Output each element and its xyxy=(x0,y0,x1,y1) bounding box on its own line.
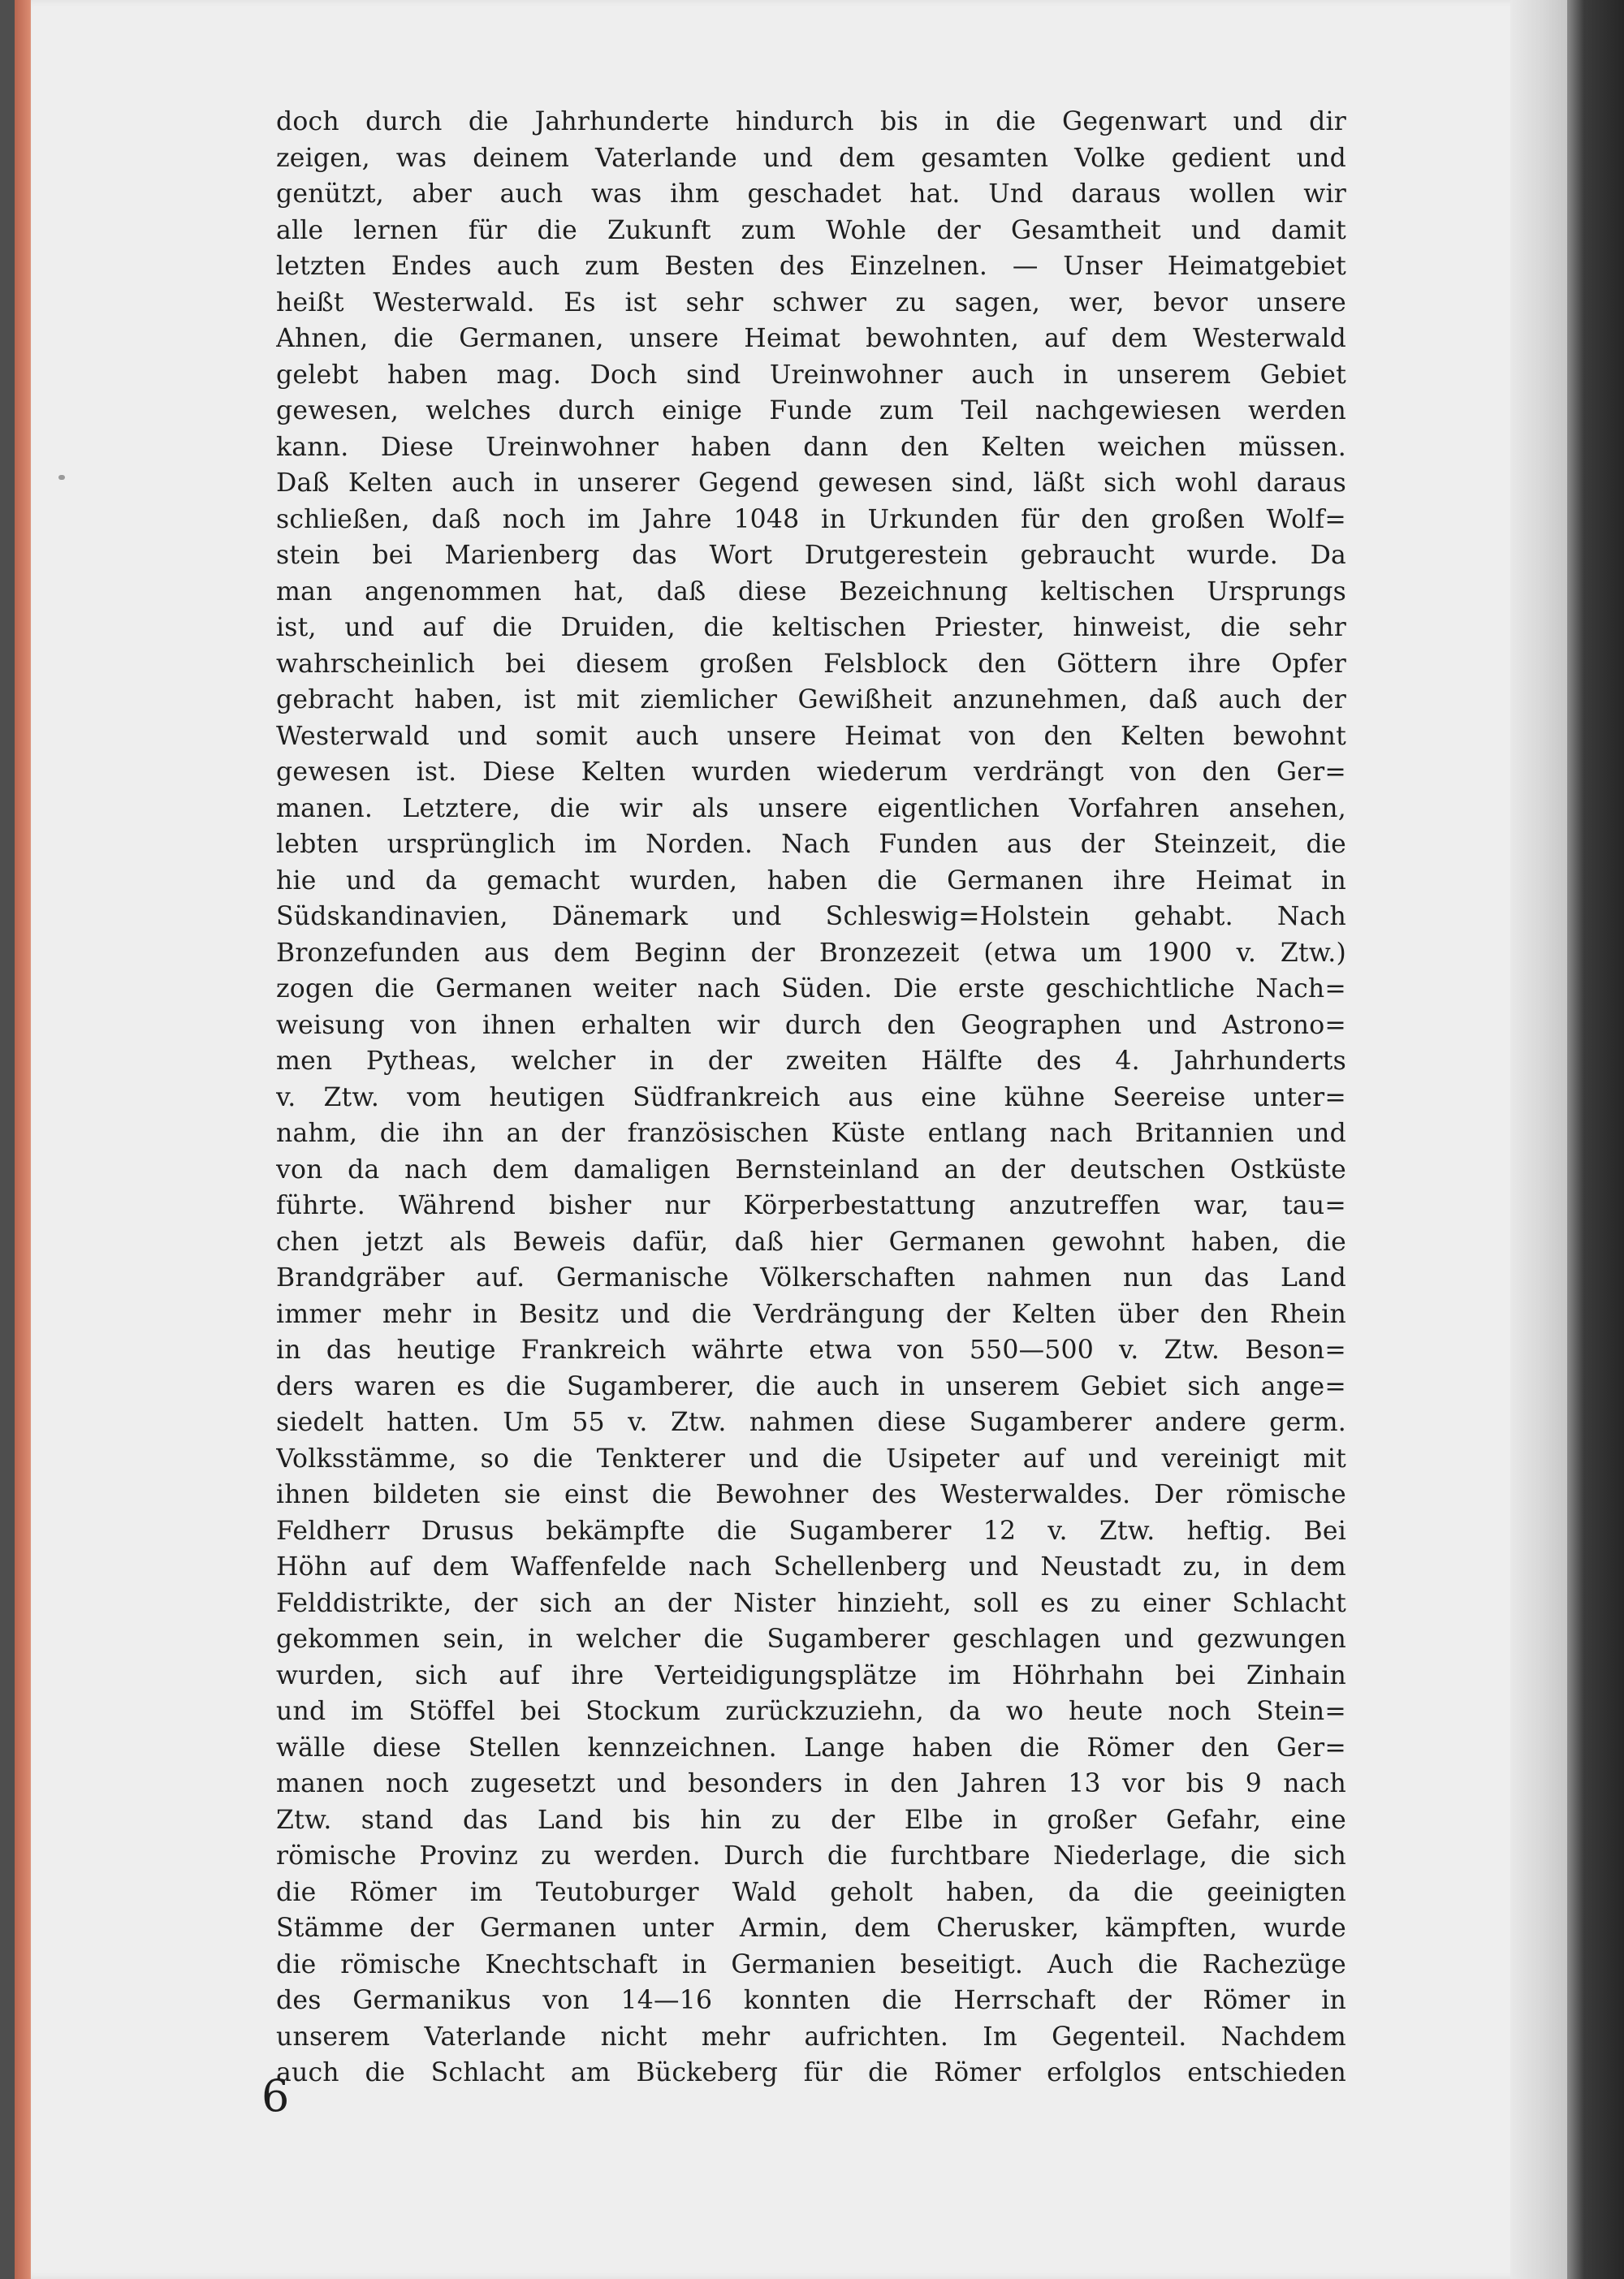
text-line: die Römer im Teutoburger Wald geholt haben, da die geeinigten xyxy=(276,1877,1346,1907)
text-line: v. Ztw. vom heutigen Südfrankreich aus eine kühne Seereise unter= xyxy=(276,1082,1346,1112)
text-line: römische Provinz zu werden. Durch die furchtbare Niederlage, die sich xyxy=(276,1841,1346,1871)
text-line: manen. Letztere, die wir als unsere eigentlichen Vorfahren ansehen, xyxy=(276,793,1346,823)
text-line: wahrscheinlich bei diesem großen Felsblock den Göttern ihre Opfer xyxy=(276,649,1346,679)
text-line: genützt, aber auch was ihm geschadet hat. Und daraus wollen wir xyxy=(276,179,1346,209)
text-line: lebten ursprünglich im Norden. Nach Funden aus der Steinzeit, die xyxy=(276,830,1346,859)
text-line: Felddistrikte, der sich an der Nister hinzieht, soll es zu einer Schlacht xyxy=(276,1588,1346,1618)
text-line: ihnen bildeten sie einst die Bewohner des Westerwaldes. Der römische xyxy=(276,1480,1346,1509)
text-line: die römische Knechtschaft in Germanien beseitigt. Auch die Rachezüge xyxy=(276,1949,1346,1979)
scan-background-right xyxy=(1567,0,1624,2279)
text-line: hie und da gemacht wurden, haben die Germanen ihre Heimat in xyxy=(276,865,1346,896)
text-line: gebracht haben, ist mit ziemlicher Gewißheit anzunehmen, daß auch der xyxy=(276,685,1346,714)
text-line: kann. Diese Ureinwohner haben dann den Kelten weichen müssen. xyxy=(276,432,1346,462)
text-line: Daß Kelten auch in unserer Gegend gewesen sind, läßt sich wohl daraus xyxy=(276,468,1346,498)
text-line: führte. Während bisher nur Körperbestattung anzutreffen war, tau= xyxy=(276,1191,1346,1220)
text-line: nahm, die ihn an der französischen Küste entlang nach Britannien und xyxy=(276,1119,1346,1148)
scan-speck xyxy=(58,475,65,480)
text-line: immer mehr in Besitz und die Verdrängung der Kelten über den Rhein xyxy=(276,1299,1346,1329)
text-line: gewesen ist. Diese Kelten wurden wiederum verdrängt von den Ger= xyxy=(276,758,1346,787)
text-line: Brandgräber auf. Germanische Völkerschaften nahmen nun das Land xyxy=(276,1263,1346,1293)
text-line: in das heutige Frankreich währte etwa von 550—500 v. Ztw. Beson= xyxy=(276,1336,1346,1365)
text-line: Westerwald und somit auch unsere Heimat von den Kelten bewohnt xyxy=(276,721,1346,751)
page-number: 6 xyxy=(261,2070,290,2121)
text-line: Höhn auf dem Waffenfelde nach Schellenberg und Neustadt zu, in dem xyxy=(276,1552,1346,1582)
text-line: zogen die Germanen weiter nach Süden. Die erste geschichtliche Nach= xyxy=(276,974,1346,1004)
text-line: von da nach dem damaligen Bernsteinland an der deutschen Ostküste xyxy=(276,1155,1346,1185)
text-line: weisung von ihnen erhalten wir durch den Geographen und Astrono= xyxy=(276,1010,1346,1040)
text-line: gewesen, welches durch einige Funde zum Teil nachgewiesen werden xyxy=(276,396,1346,425)
text-line: des Germanikus von 14—16 konnten die Herrschaft der Römer in xyxy=(276,1986,1346,2015)
text-line: letzten Endes auch zum Besten des Einzelnen. — Unser Heimatgebiet xyxy=(276,252,1346,281)
text-line: Volksstämme, so die Tenkterer und die Usipeter auf und vereinigt mit xyxy=(276,1444,1346,1474)
text-line: alle lernen für die Zukunft zum Wohle der Gesamtheit und damit xyxy=(276,215,1346,245)
text-line: chen jetzt als Beweis dafür, daß hier Germanen gewohnt haben, die xyxy=(276,1227,1346,1257)
text-line: schließen, daß noch im Jahre 1048 in Urkunden für den großen Wolf= xyxy=(276,504,1346,534)
text-line: Ztw. stand das Land bis hin zu der Elbe in großer Gefahr, eine xyxy=(276,1805,1346,1835)
text-line: Bronzefunden aus dem Beginn der Bronzezeit (etwa um 1900 v. Ztw.) xyxy=(276,938,1346,968)
text-line: siedelt hatten. Um 55 v. Ztw. nahmen diese Sugamberer andere germ. xyxy=(276,1408,1346,1437)
text-line: stein bei Marienberg das Wort Drutgerestein gebraucht wurde. Da xyxy=(276,541,1346,570)
text-line: zeigen, was deinem Vaterlande und dem gesamten Volke gedient und xyxy=(276,143,1346,173)
text-line: wälle diese Stellen kennzeichnen. Lange haben die Römer den Ger= xyxy=(276,1733,1346,1763)
body-text xyxy=(276,104,1346,2091)
text-line: manen noch zugesetzt und besonders in den Jahren 13 vor bis 9 nach xyxy=(276,1769,1346,1798)
text-line: Südskandinavien, Dänemark und Schleswig=Holstein gehabt. Nach xyxy=(276,902,1346,931)
text-line: unserem Vaterlande nicht mehr aufrichten. Im Gegenteil. Nachdem xyxy=(276,2022,1346,2052)
text-line: men Pytheas, welcher in der zweiten Hälfte des 4. Jahrhunderts xyxy=(276,1047,1346,1076)
text-line: man angenommen hat, daß diese Bezeichnung keltischen Ursprungs xyxy=(276,576,1346,606)
text-line: ist, und auf die Druiden, die keltischen Priester, hinweist, die sehr xyxy=(276,613,1346,642)
text-line: heißt Westerwald. Es ist sehr schwer zu sagen, wer, bevor unsere xyxy=(276,287,1346,317)
text-line: und im Stöffel bei Stockum zurückzuziehn, da wo heute noch Stein= xyxy=(276,1697,1346,1726)
page-gutter-shadow xyxy=(1510,0,1567,2279)
text-line: Ahnen, die Germanen, unsere Heimat bewohnten, auf dem Westerwald xyxy=(276,324,1346,353)
text-line: ders waren es die Sugamberer, die auch in unserem Gebiet sich ange= xyxy=(276,1371,1346,1401)
text-line: doch durch die Jahrhunderte hindurch bis in die Gegenwart und dir xyxy=(276,107,1346,136)
text-line: wurden, sich auf ihre Verteidigungsplätze im Höhrhahn bei Zinhain xyxy=(276,1660,1346,1690)
text-line: Feldherr Drusus bekämpfte die Sugamberer 12 v. Ztw. heftig. Bei xyxy=(276,1516,1346,1546)
text-line: Stämme der Germanen unter Armin, dem Cherusker, kämpften, wurde xyxy=(276,1914,1346,1943)
text-line: gelebt haben mag. Doch sind Ureinwohner auch in unserem Gebiet xyxy=(276,360,1346,390)
text-line: auch die Schlacht am Bückeberg für die Römer erfolglos entschieden xyxy=(276,2058,1346,2087)
text-line: gekommen sein, in welcher die Sugamberer geschlagen und gezwungen xyxy=(276,1625,1346,1654)
